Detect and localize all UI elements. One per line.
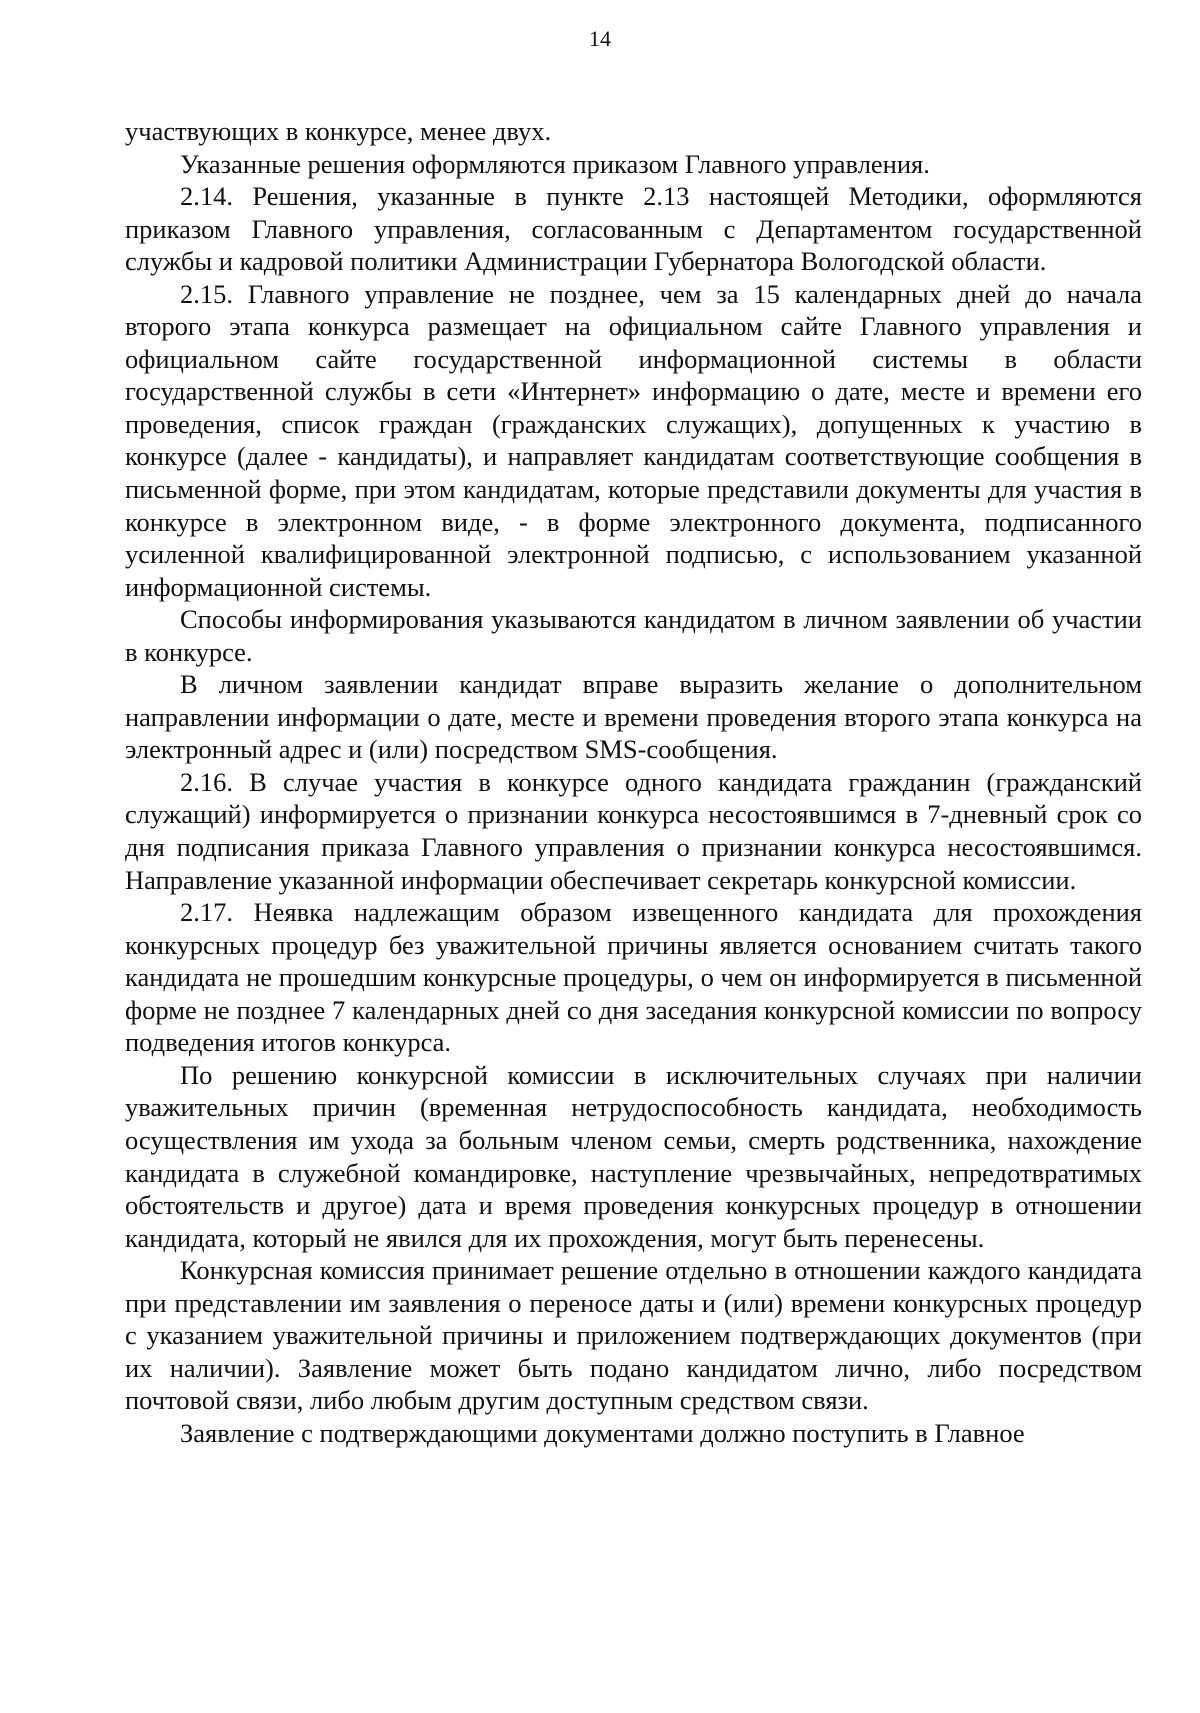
paragraph-2-15: 2.15. Главного управление не позднее, чем за 15 календарных дней до начала второго этапа конкурса размещает на официальном сайте Главного управления и официальном сайте государственной информационной системы в области государственной службы в сети «Интернет» информацию о дате, месте и времени его проведения, список граждан (гражданских служащих), допущенных к участию в конкурсе (далее - кандидаты), и направляет кандидатам соответствующие сообщения в письменной форме, при этом кандидатам, которые представили документы для участия в конкурсе в электронном виде, - в форме электронного документа, подписанного усиленной квалифицированной электронной подписью, с использованием указанной информационной системы. — [125, 278, 1142, 602]
paragraph-additional-notification: В личном заявлении кандидат вправе выразить желание о дополнительном направлении информации о дате, месте и времени проведения второго этапа конкурса на электронный адрес и (или) посредством SMS-сообщения. — [125, 669, 1142, 765]
paragraph-application-submission: Заявление с подтверждающими документами должно поступить в Главное — [180, 1417, 1025, 1448]
paragraph-notification-methods: Способы информирования указываются кандидатом в личном заявлении об участии в конкурсе. — [125, 604, 1142, 667]
paragraph-2-16: 2.16. В случае участия в конкурсе одного кандидата гражданин (гражданский служащий) информируется о признании конкурса несостоявшимся в 7-дневный срок со дня подписания приказа Главного управления о признании конкурса несостоявшимся. Направление указанной информации обеспечивает секретарь конкурсной комиссии. — [125, 766, 1142, 895]
paragraph-2-17: 2.17. Неявка надлежащим образом извещенного кандидата для прохождения конкурсных процедур без уважительной причины является основанием считать такого кандидата не прошедшим конкурсные процедуры, о чем он информируется в письменной форме не позднее 7 календарных дней со дня заседания конкурсной комиссии по вопросу подведения итогов конкурса. — [125, 897, 1142, 1058]
paragraph-decisions-order: Указанные решения оформляются приказом Главного управления. — [180, 148, 930, 179]
paragraph-commission-decision: Конкурсная комиссия принимает решение отдельно в отношении каждого кандидата при представлении им заявления о переносе даты и (или) времени конкурсных процедур с указанием уважительной причины и приложением подтверждающих документов (при их наличии). Заявление может быть подано кандидатом лично, либо посредством почтовой связи, либо любым другим доступным средством связи. — [125, 1255, 1142, 1416]
paragraph-rescheduling: По решению конкурсной комиссии в исключительных случаях при наличии уважительных причин (временная нетрудоспособность кандидата, необходимость осуществления им ухода за больным членом семьи, смерть родственника, нахождение кандидата в служебной командировке, наступление чрезвычайных, непредотвратимых обстоятельств и другое) дата и время проведения конкурсных процедур в отношении кандидата, который не явился для их прохождения, могут быть перенесены. — [125, 1059, 1142, 1253]
page-number: 14 — [589, 26, 611, 51]
document-body — [125, 115, 1142, 1449]
paragraph-continuation: участвующих в конкурсе, менее двух. — [125, 116, 552, 146]
paragraph-2-14: 2.14. Решения, указанные в пункте 2.13 настоящей Методики, оформляются приказом Главного управления, согласованным с Департаментом государственной службы и кадровой политики Администрации Губернатора Вологодской области. — [125, 181, 1142, 277]
